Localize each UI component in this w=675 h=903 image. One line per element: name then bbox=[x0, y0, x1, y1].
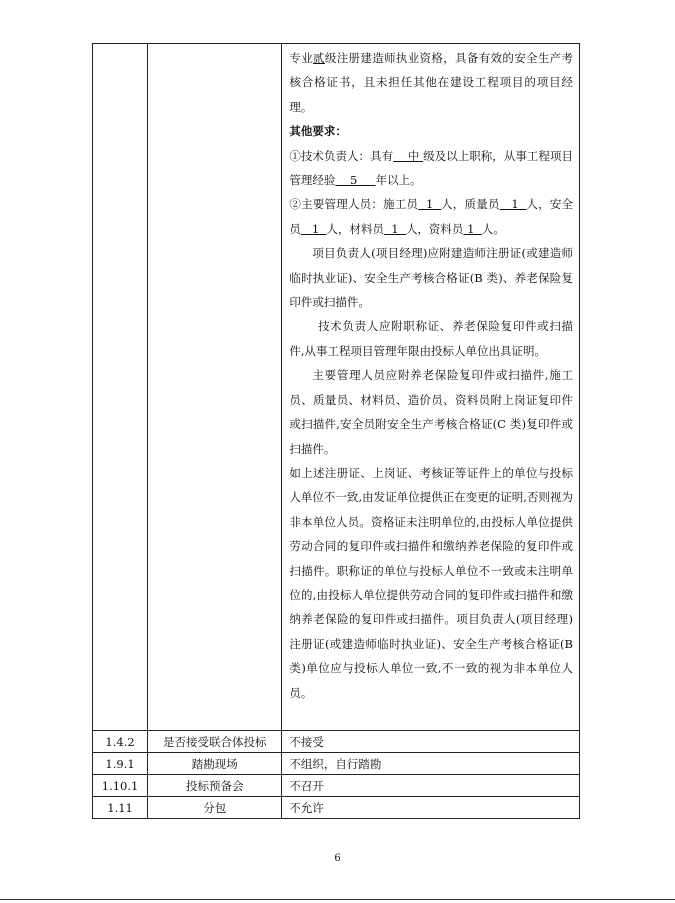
pm-qualification-text: 专业贰级注册建造师执业资格，具备有效的安全生产考核合格证书，且未担任其他在建设工程项目的项目经理。 bbox=[289, 51, 574, 114]
bottom-divider bbox=[0, 899, 675, 900]
row-item: 踏勘现场 bbox=[148, 753, 282, 775]
table-row bbox=[93, 753, 580, 775]
table-row bbox=[93, 775, 580, 797]
table-row bbox=[93, 731, 580, 753]
tech-lead-requirement: ①技术负责人：具有 中 级及以上职称，从事工程项目管理经验 5 年以上。 bbox=[289, 148, 573, 188]
row-number: 1.11 bbox=[93, 797, 148, 819]
key-staff-documents-text: 主要管理人员应附养老保险复印件或扫描件,施工员、质量员、材料员、造价员、资料员附上岗证复印件或扫描件,安全员附安全生产考核合格证(C 类)复印件或扫描件。 bbox=[289, 368, 573, 456]
row-content: 不允许 bbox=[282, 797, 580, 819]
key-staff-requirement: ②主要管理人员：施工员 1 人，质量员 1 人，安全员 1 人，材料员 1 人，资料员 1 人。 bbox=[289, 197, 574, 236]
tech-lead-documents-text: 技术负责人应附职称证、养老保险复印件或扫描件,从事工程项目管理年限由投标人单位出具证明。 bbox=[289, 319, 573, 358]
row-content: 不接受 bbox=[282, 731, 580, 753]
row-number: 1.9.1 bbox=[93, 753, 148, 775]
qualification-row bbox=[93, 44, 580, 731]
bid-data-table bbox=[92, 43, 580, 819]
empty-item-cell bbox=[148, 44, 282, 731]
row-content: 不组织，自行踏勘 bbox=[282, 753, 580, 775]
empty-number-cell bbox=[93, 44, 148, 731]
other-requirements-heading: 其他要求： bbox=[289, 124, 347, 139]
qualification-requirements-cell bbox=[282, 44, 580, 731]
page-number: 6 bbox=[334, 853, 341, 864]
row-number: 1.10.1 bbox=[93, 775, 148, 797]
row-content: 不召开 bbox=[282, 775, 580, 797]
row-item: 投标预备会 bbox=[148, 775, 282, 797]
row-number: 1.4.2 bbox=[93, 731, 148, 753]
table-row bbox=[93, 797, 580, 819]
pm-documents-text: 项目负责人(项目经理)应附建造师注册证(或建造师临时执业证)、安全生产考核合格证(B 类)、养老保险复印件或扫描件。 bbox=[289, 246, 573, 310]
row-item: 是否接受联合体投标 bbox=[148, 731, 282, 753]
unit-mismatch-text: 如上述注册证、上岗证、考核证等证件上的单位与投标人单位不一致,由发证单位提供正在变更的证明,否则视为非本单位人员。资格证未注明单位的,由投标人单位提供劳动合同的复印件或扫描件和缴纳养老保险的复印件或扫描件。职称证的单位与投标人单位不一致或未注明单位的,由投标人单位提供劳动合同的复印件或扫描件和缴纳养老保险的复印件或扫描件。项目负责人(项目经理)注册证(或建造师临时执业证)、安全生产考核合格证(B 类)单位应与投标人单位一致,不一致的视为非本单位人员。 bbox=[289, 465, 573, 700]
row-item: 分包 bbox=[148, 797, 282, 819]
